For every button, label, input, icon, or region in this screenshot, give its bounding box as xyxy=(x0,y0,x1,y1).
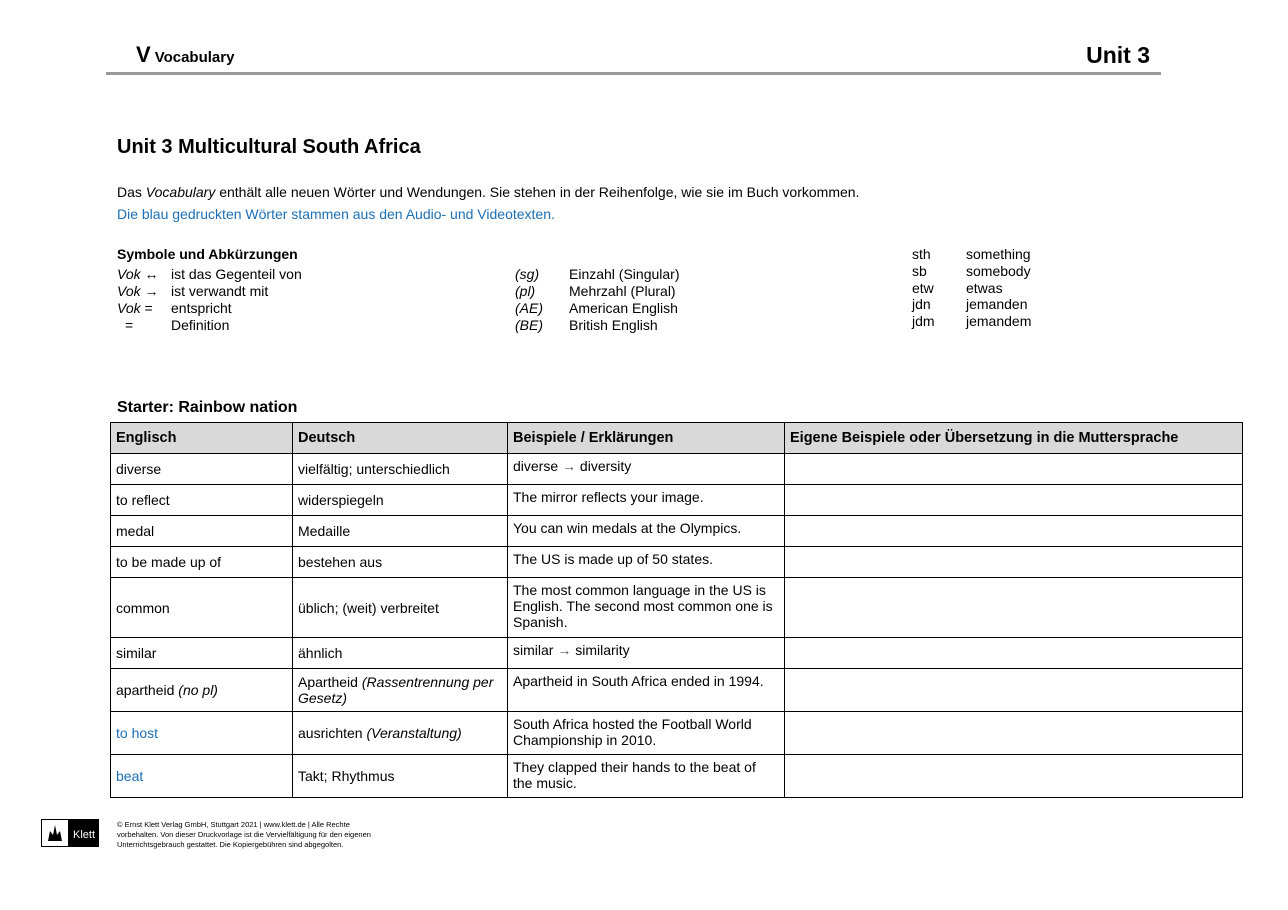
table-row xyxy=(111,485,1243,516)
example-cell: South Africa hosted the Football World Championship in 2010. xyxy=(508,712,785,755)
german-cell: üblich; (weit) verbreitet xyxy=(293,578,508,638)
english-cell: similar xyxy=(111,638,293,669)
table-row xyxy=(111,578,1243,638)
example-word: diverse xyxy=(513,458,559,474)
english-cell: to be made up of xyxy=(111,547,293,578)
symbol-key: Vok → xyxy=(117,283,159,299)
own-example-cell[interactable] xyxy=(785,578,1243,638)
table-header-row xyxy=(111,423,1243,454)
example-cell xyxy=(508,454,785,485)
symbol-value: etwas xyxy=(966,280,1003,296)
table-row xyxy=(111,755,1243,798)
example-cell: You can win medals at the Olympics. xyxy=(508,516,785,547)
example-cell xyxy=(508,638,785,669)
section-title: Starter: Rainbow nation xyxy=(117,399,298,416)
example-cell: The mirror reflects your image. xyxy=(508,485,785,516)
symbol-value: somebody xyxy=(966,263,1031,279)
intro-text-part: enthält alle neuen Wörter und Wendungen. Sie stehen in der Reihenfolge, wie sie im Buch vorkommen. xyxy=(215,184,860,200)
symbol-value: American English xyxy=(569,300,678,316)
symbol-value: Einzahl (Singular) xyxy=(569,266,680,282)
table-row xyxy=(111,454,1243,485)
column-header-english: Englisch xyxy=(111,423,293,454)
english-cell: common xyxy=(111,578,293,638)
related-arrow-icon: → xyxy=(562,458,577,474)
table-row xyxy=(111,516,1243,547)
example-cell: The US is made up of 50 states. xyxy=(508,547,785,578)
section-name: Vocabulary xyxy=(154,49,235,66)
symbol-key: Vok = xyxy=(117,300,153,316)
symbol-value: entspricht xyxy=(171,300,232,316)
example-word: diversity xyxy=(579,458,632,474)
symbol-key: Vok ↔ xyxy=(117,266,159,282)
table-row xyxy=(111,669,1243,712)
english-cell: medal xyxy=(111,516,293,547)
english-cell: to reflect xyxy=(111,485,293,516)
symbol-key: (sg) xyxy=(515,266,540,282)
own-example-cell[interactable] xyxy=(785,516,1243,547)
grammar-note: (no pl) xyxy=(178,682,218,698)
example-word: similarity xyxy=(575,642,630,658)
vocabulary-table xyxy=(110,422,1243,798)
symbol-key: jdn xyxy=(912,296,931,312)
example-cell: Apartheid in South Africa ended in 1994. xyxy=(508,669,785,712)
german-cell: bestehen aus xyxy=(293,547,508,578)
symbol-value: Mehrzahl (Plural) xyxy=(569,283,676,299)
symbol-key: (AE) xyxy=(515,300,543,316)
symbol-key: = xyxy=(125,317,134,333)
german-word: ausrichten xyxy=(298,725,363,741)
copyright-notice: © Ernst Klett Verlag GmbH, Stuttgart 2021 | www.klett.de | Alle Rechte vorbehalten. Von dieser Druckvorlage ist die Vervielfältigung für den eigenen Unterrichtsgebrauch gestattet. Die Kopiergebühren sind abgegolten. xyxy=(117,820,371,849)
german-cell: ähnlich xyxy=(293,638,508,669)
logo-wordmark: Klett xyxy=(72,829,96,841)
table-row xyxy=(111,712,1243,755)
symbols-heading: Symbole und Abkürzungen xyxy=(117,246,298,262)
own-example-cell[interactable] xyxy=(785,638,1243,669)
example-cell: The most common language in the US is English. The second most common one is Spanish. xyxy=(508,578,785,638)
intro-text-italic: Vocabulary xyxy=(145,184,216,200)
symbol-value: ist das Gegenteil von xyxy=(171,266,302,282)
table-row xyxy=(111,638,1243,669)
german-word: Apartheid xyxy=(298,674,358,690)
column-header-own-examples: Eigene Beispiele oder Übersetzung in die Muttersprache xyxy=(785,423,1243,454)
symbol-value: jemandem xyxy=(966,313,1032,329)
symbol-key: (BE) xyxy=(515,317,543,333)
symbol-key: jdm xyxy=(912,313,935,329)
english-cell xyxy=(111,669,293,712)
english-cell: diverse xyxy=(111,454,293,485)
example-word: similar xyxy=(513,642,554,658)
german-cell: Takt; Rhythmus xyxy=(293,755,508,798)
symbol-value: something xyxy=(966,246,1031,262)
intro-blue-note: Die blau gedruckten Wörter stammen aus den Audio- und Videotexten. xyxy=(117,206,555,222)
column-header-german: Deutsch xyxy=(293,423,508,454)
german-note: (Rassentrennung per Gesetz) xyxy=(298,674,494,706)
own-example-cell[interactable] xyxy=(785,755,1243,798)
english-cell: to host xyxy=(111,712,293,755)
own-example-cell[interactable] xyxy=(785,712,1243,755)
english-cell: beat xyxy=(111,755,293,798)
english-word: apartheid xyxy=(116,682,175,698)
intro-text-part: Das xyxy=(117,184,146,200)
german-cell: Medaille xyxy=(293,516,508,547)
own-example-cell[interactable] xyxy=(785,547,1243,578)
german-cell: vielfältig; unterschiedlich xyxy=(293,454,508,485)
german-note: (Veranstaltung) xyxy=(366,725,462,741)
symbol-value: British English xyxy=(569,317,658,333)
section-letter: V xyxy=(136,42,151,67)
page-title: Unit 3 Multicultural South Africa xyxy=(117,136,421,158)
page-header-section xyxy=(136,42,234,68)
column-header-examples: Beispiele / Erklärungen xyxy=(508,423,785,454)
german-cell: widerspiegeln xyxy=(293,485,508,516)
symbol-value: ist verwandt mit xyxy=(171,283,269,299)
own-example-cell[interactable] xyxy=(785,454,1243,485)
own-example-cell[interactable] xyxy=(785,485,1243,516)
symbol-value: Definition xyxy=(171,317,230,333)
own-example-cell[interactable] xyxy=(785,669,1243,712)
german-cell xyxy=(293,712,508,755)
table-row xyxy=(111,547,1243,578)
german-cell xyxy=(293,669,508,712)
klett-logo xyxy=(41,819,99,847)
symbol-key: (pl) xyxy=(515,283,536,299)
example-cell: They clapped their hands to the beat of the music. xyxy=(508,755,785,798)
symbol-key: etw xyxy=(912,280,934,296)
related-arrow-icon: → xyxy=(557,642,572,658)
intro-text xyxy=(117,184,859,200)
unit-label: Unit 3 xyxy=(1086,42,1150,68)
symbol-value: jemanden xyxy=(966,296,1028,312)
header-divider xyxy=(106,72,1161,75)
symbol-key: sth xyxy=(912,246,931,262)
symbol-key: sb xyxy=(912,263,927,279)
